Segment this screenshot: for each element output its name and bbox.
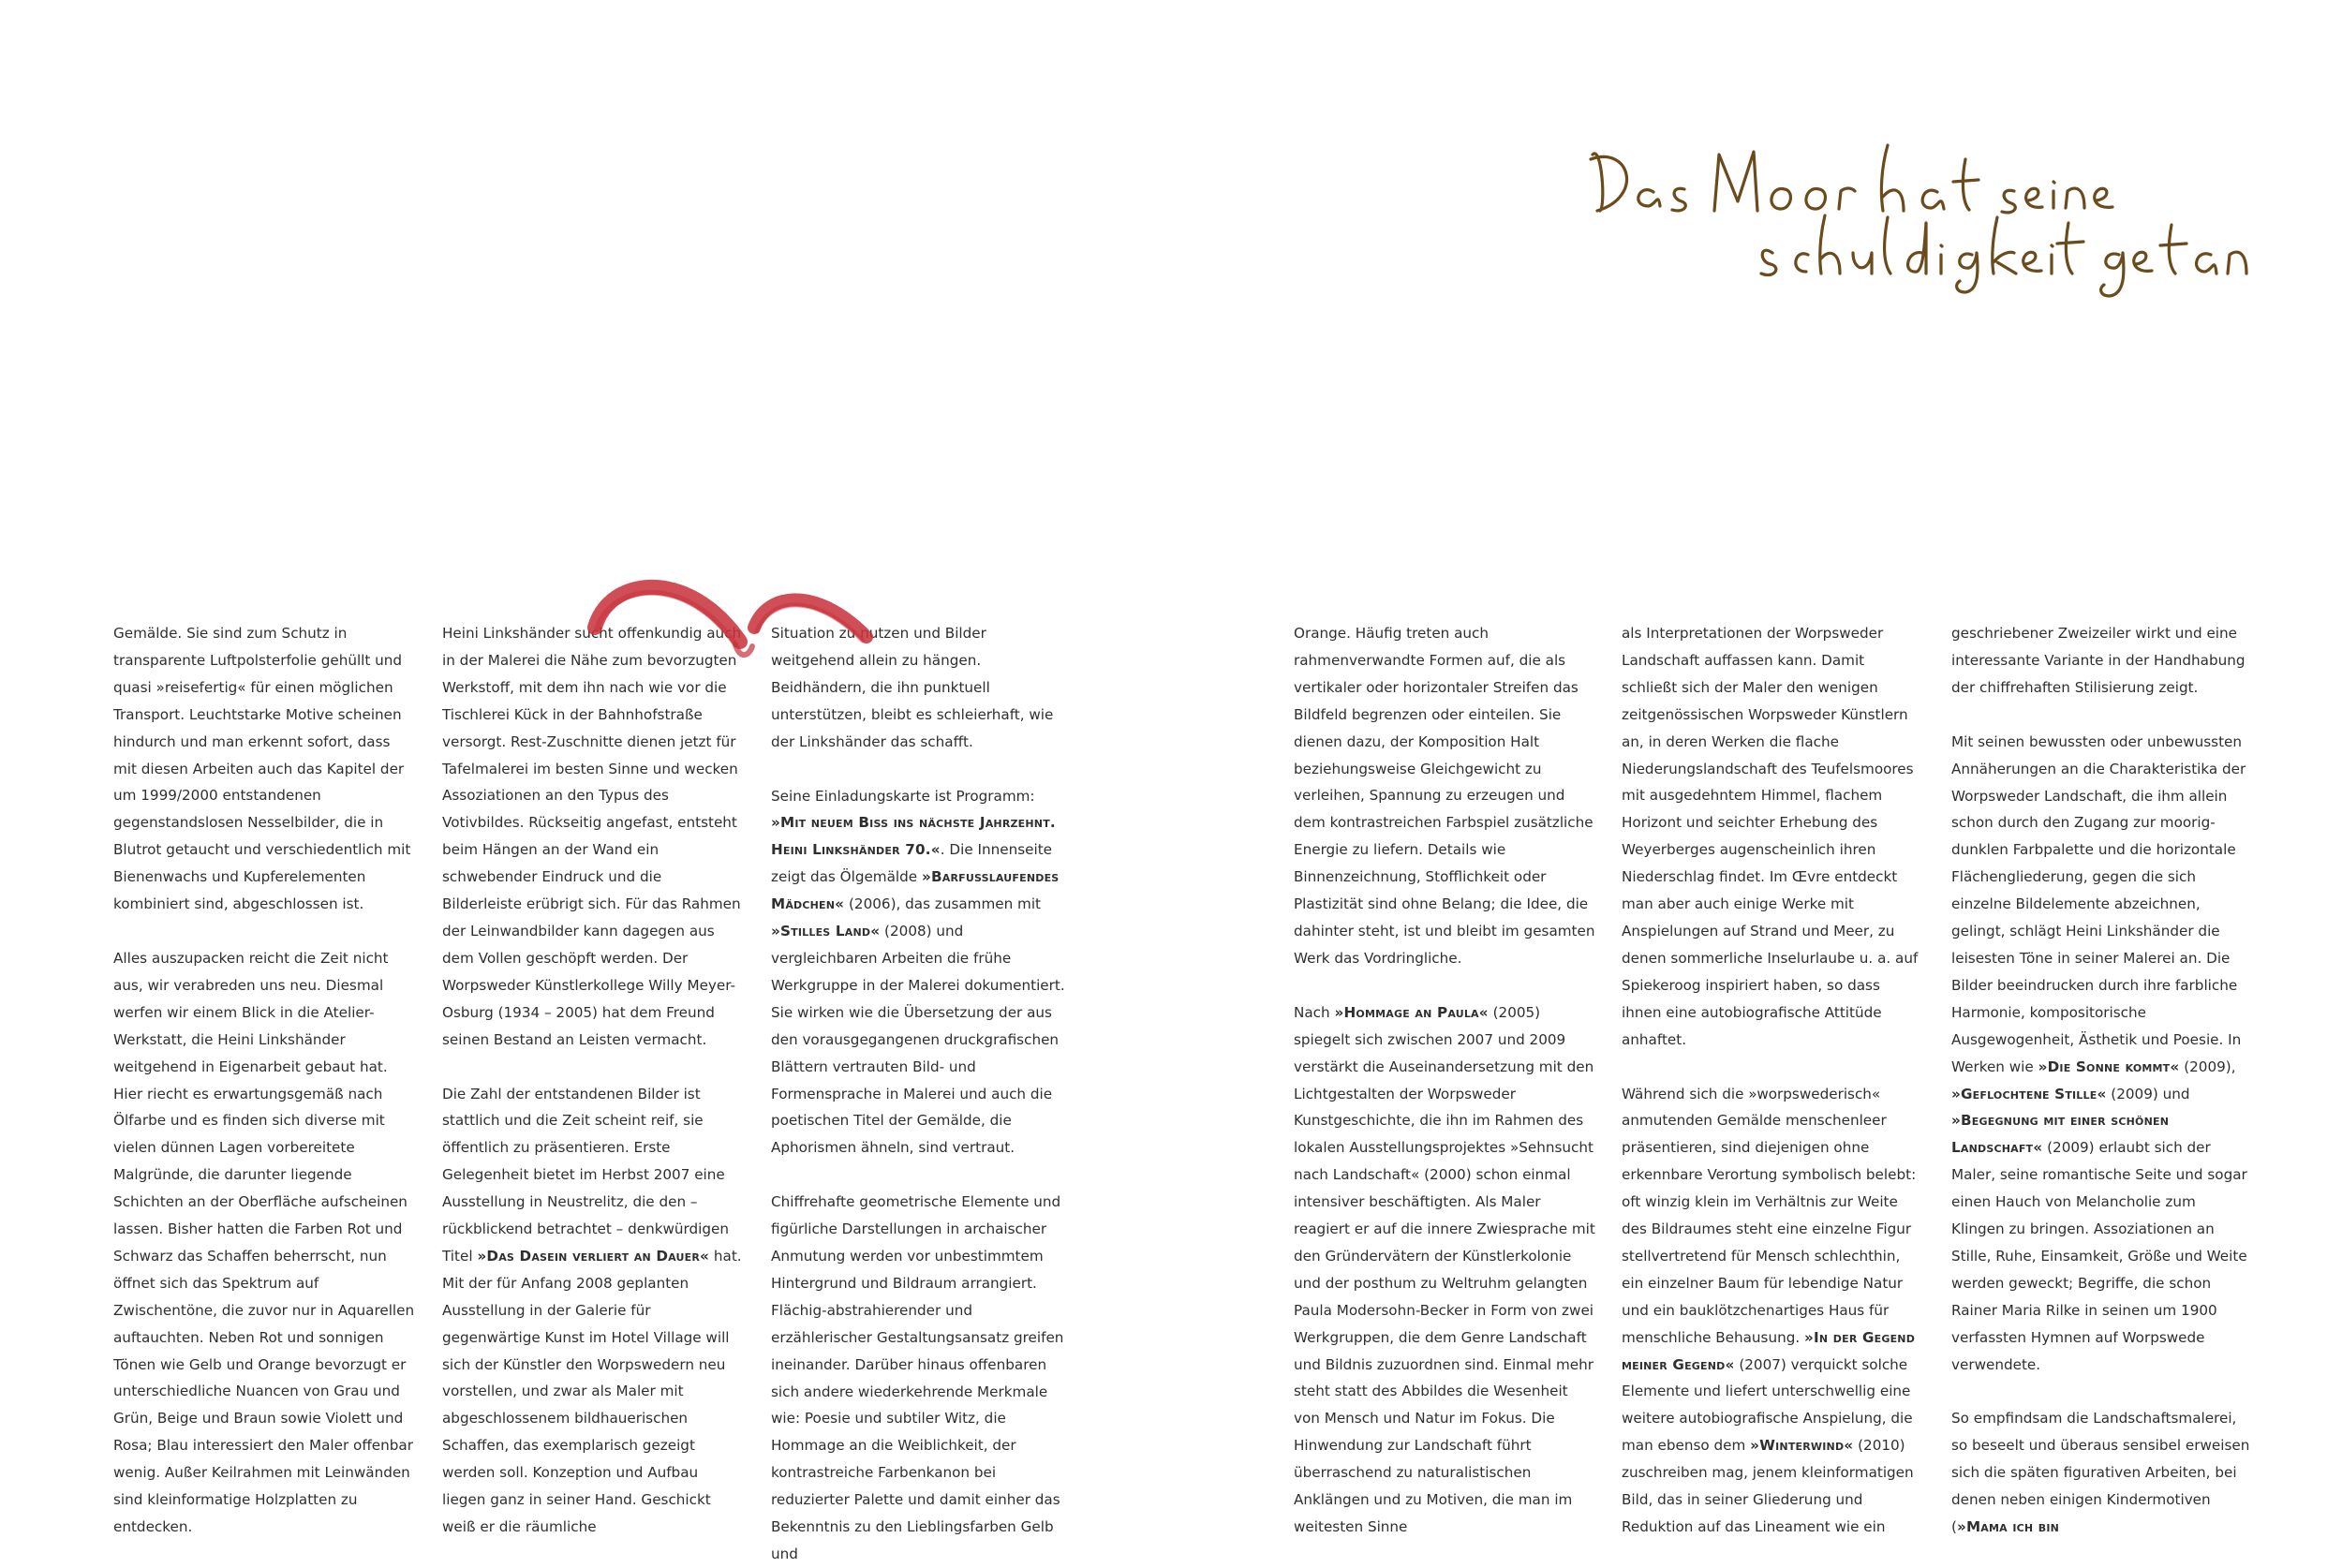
left-column-3 <box>771 620 1073 1568</box>
text-run: als Interpretationen der Worpsweder Landschaft auffassen kann. Damit schließt sich der Maler den wenigen zeitgenössischen Worpsweder Künstlern an, in deren Werken die flache Niederungslandschaft des Teufelsmoores mit ausgedehntem Himmel, flachem Horizont und seichter Erhebung des Weyerberges augenscheinlich ihren Niederschlag findet. Im Œvre entdeckt man aber auch einige Werke mit Anspielungen auf Strand und Meer, zu denen sommerliche Inselurlaube u. a. auf Spiekeroog inspiriert haben, so dass ihnen eine autobiografische Attitüde anhaftet. <box>1622 625 1919 1048</box>
paragraph <box>771 783 1073 1162</box>
text-run: (2007) verquickt solche Elemente und liefert unterschwellig eine weitere autobiografische Anspielung, die man ebenso dem <box>1622 1355 1913 1455</box>
left-column-2 <box>442 620 744 1541</box>
paragraph <box>1294 999 1595 1541</box>
text-run: geschriebener Zweizeiler wirkt und eine interessante Variante in der Handhabung der chiffrehaften Stilisierung zeigt. <box>1951 625 2246 696</box>
text-run: Situation zu nutzen und Bilder weitgehend allein zu hängen. Beidhändern, die ihn punktuell unterstützen, bleibt es schleierhaft, wie der Linkshänder das schafft. <box>771 625 1054 750</box>
text-run: hat. Mit der für Anfang 2008 geplanten Ausstellung in der Galerie für gegenwärtige Kunst im Hotel Village will sich der Künstler den Worpswedern neu vorstellen, und zwar als Maler mit abgeschlossenem bildhauerischen Schaffen, das exemplarisch gezeigt werden soll. Konzeption und Aufbau liegen ganz in seiner Hand. Geschickt weiß er die räumliche <box>442 1247 742 1535</box>
paragraph <box>113 620 415 918</box>
text-run: Die Zahl der entstandenen Bilder ist stattlich und die Zeit scheint reif, sie öffentlich zu präsentieren. Erste Gelegenheit bietet im Herbst 2007 eine Ausstellung in Neustrelitz, die den – rückblickend betrachtet – denkwürdigen Titel <box>442 1085 730 1265</box>
work-title: »Geflochtene Stille« <box>1951 1085 2107 1102</box>
paragraph <box>1951 1405 2253 1541</box>
paragraph <box>1622 620 1923 1054</box>
work-title: »Mit neuem Biss ins nächste Jahrzehnt. Heini Linkshänder 70.« <box>771 814 1056 859</box>
left-column-1 <box>113 620 415 1541</box>
text-run: (2008) und vergleichbaren Arbeiten die frühe Werkgruppe in der Malerei dokumentiert. Sie wirken wie die Übersetzung der aus den vorausgegangenen druckgrafischen Blättern vertrauten Bild- und Formensprache in Malerei und auch die poetischen Titel der Gemälde, die Aphorismen ähneln, sind vertraut. <box>771 923 1065 1157</box>
text-run: Mit seinen bewussten oder unbewussten Annäherungen an die Charakteristika der Worpsweder Landschaft, die ihm allein schon durch den Zugang zur moorig-dunklen Farbpalette und die horizontale Flächengliederung, gegen die sich einzelne Bildelemente abzeichnen, gelingt, schlägt Heini Linkshänder die leisesten Töne in seiner Malerei an. Die Bilder beeindrucken durch ihre farbliche Harmonie, kompositorische Ausgewogenheit, Ästhetik und Poesie. In Werken wie <box>1951 732 2246 1075</box>
text-run: (2009) erlaubt sich der Maler, seine romantische Seite und sogar einen Hauch von Melancholie zum Klingen zu bringen. Assoziationen an Stille, Ruhe, Einsamkeit, Größe und Weite werden geweckt; Begriffe, die schon Rainer Maria Rilke in seinen um 1900 verfassten Hymnen auf Worpswede verwendete. <box>1951 1139 2247 1373</box>
right-column-1 <box>1294 620 1595 1541</box>
text-run: Gemälde. Sie sind zum Schutz in transparente Luftpolsterfolie gehüllt und quasi »reisefertig« für einen möglichen Transport. Leuchtstarke Motive scheinen hindurch und man erkennt sofort, dass mit diesen Arbeiten auch das Kapitel der um 1999/2000 entstandenen gegenstandslosen Nesselbilder, die in Blutrot getaucht und verschiedentlich mit Bienenwachs und Kupferelementen kombiniert sind, abgeschlossen ist. <box>113 625 411 913</box>
work-title: »Hommage an Paula« <box>1334 1003 1489 1021</box>
work-title: »Begegnung mit einer schönen Landschaft« <box>1951 1112 2170 1157</box>
right-column-2 <box>1622 620 1923 1541</box>
text-run: . Die Innenseite zeigt das Ölgemälde <box>771 841 1052 886</box>
work-title: »Mama ich bin <box>1956 1518 2060 1536</box>
text-run: Heini Linkshänder sucht offenkundig auch in der Malerei die Nähe zum bevorzugten Werkstoff, mit dem ihn nach wie vor die Tischlerei Kück in der Bahnhofstraße versorgt. Rest-Zuschnitte dienen jetzt für Tafelmalerei im besten Sinne und wecken Assoziationen an den Typus des Votivbildes. Rückseitig angefast, entsteht beim Hängen an der Wand ein schwebender Eindruck und die Bilderleiste erübrigt sich. Für das Rahmen der Leinwandbilder kann dagegen aus dem Vollen geschöpft werden. Der Worpsweder Künstlerkollege Willy Meyer-Osburg (1934 – 2005) hat dem Freund seinen Bestand an Leisten vermacht. <box>442 625 742 1048</box>
paragraph <box>442 620 744 1054</box>
paragraph <box>1622 1081 1923 1541</box>
text-run: (2006), das zusammen mit <box>844 895 1042 913</box>
work-title: »Die Sonne kommt« <box>2038 1058 2180 1075</box>
handwritten-title <box>1574 112 2258 300</box>
text-run: Während sich die »worpswederisch« anmutenden Gemälde menschenleer präsentieren, sind diejenigen ohne erkennbare Verortung symbolisch belebt: oft winzig klein im Verhältnis zur Weite des Bildraumes steht eine einzelne Figur stellvertretend für Mensch schlechthin, ein einzelner Baum für lebendige Natur und ein bauklötzchenartiges Haus für menschliche Behausung. <box>1622 1085 1917 1346</box>
paragraph <box>442 1081 744 1541</box>
red-stamp-arcs <box>586 571 904 674</box>
left-page <box>0 0 1171 1562</box>
text-run: Chiffrehafte geometrische Elemente und figürliche Darstellungen in archaischer Anmutung werden vor unbestimmtem Hintergrund und Bildraum arrangiert. Flächig-abstrahierender und erzählerischer Gestaltungsansatz greifen ineinander. Darüber hinaus offenbaren sich andere wiederkehrende Merkmale wie: Poesie und subtiler Witz, die Hommage an die Weiblichkeit, der kontrastreiche Farbenkanon bei reduzierter Palette und damit einher das Bekenntnis zu den Lieblingsfarben Gelb und <box>771 1193 1064 1562</box>
text-run: So empfindsam die Landschaftsmalerei, so beseelt und überaus sensibel erweisen sich die späten figurativen Arbeiten, bei denen neben einigen Kindermotiven ( <box>1951 1410 2250 1536</box>
paragraph <box>1294 620 1595 972</box>
work-title: »Stilles Land« <box>771 923 881 940</box>
text-run: (2005) spiegelt sich zwischen 2007 und 2009 verstärkt die Auseinandersetzung mit den Lichtgestalten der Worpsweder Kunstgeschichte, die ihn im Rahmen des lokalen Ausstellungsprojektes »Sehnsucht nach Landschaft« (2000) schon einmal intensiver beschäftigten. Als Maler reagiert er auf die innere Zwiesprache mit den Gründervätern der Künstlerkolonie und der posthum zu Weltruhm gelangten Paula Modersohn-Becker in Form von zwei Werkgruppen, die dem Genre Landschaft und Bildnis zuzuordnen sind. Einmal mehr steht statt des Abbildes die Wesenheit von Mensch und Natur im Fokus. Die Hinwendung zur Landschaft führt überraschend zu naturalistischen Anklängen und zu Motiven, die man im weitesten Sinne <box>1294 1003 1595 1535</box>
text-run: (2009), <box>2179 1058 2236 1075</box>
text-run: (2010) zuschreiben mag, jenem kleinformatigen Bild, das in seiner Gliederung und Reduktion auf das Lineament wie ein <box>1622 1437 1914 1535</box>
text-run: Orange. Häufig treten auch rahmenverwandte Formen auf, die als vertikaler oder horizontaler Streifen das Bildfeld begrenzen oder einteilen. Sie dienen dazu, der Komposition Halt beziehungsweise Gleichgewicht zu verleihen, Spannung zu erzeugen und dem kontrastreichen Farbspiel zusätzliche Energie zu liefern. Details wie Binnenzeichnung, Stofflichkeit oder Plastizität sind ohne Belang; die Idee, die dahinter steht, ist und bleibt im gesamten Werk das Vordringliche. <box>1294 625 1595 967</box>
paragraph <box>113 945 415 1541</box>
paragraph <box>1951 729 2253 1379</box>
right-column-3 <box>1951 620 2253 1541</box>
paragraph <box>1951 620 2253 702</box>
work-title: »Winterwind« <box>1750 1437 1854 1455</box>
text-run: (2009) und <box>2106 1085 2190 1102</box>
text-run: Alles auszupacken reicht die Zeit nicht aus, wir verabreden uns neu. Diesmal werfen wir einem Blick in die Atelier-Werkstatt, die Heini Linkshänder weitgehend in Eigenarbeit gebaut hat. Hier riecht es erwartungsgemäß nach Ölfarbe und es finden sich diverse mit vielen dünnen Lagen vorbereitete Malgründe, die darunter liegende Schichten an der Oberfläche aufscheinen lassen. Bisher hatten die Farben Rot und Schwarz das Schaffen beherrscht, nun öffnet sich das Spektrum auf Zwischentöne, die zuvor nur in Aquarellen auftauchten. Neben Rot und sonnigen Tönen wie Gelb und Orange bevorzugt er unterschiedliche Nuancen von Grau und Grün, Beige und Braun sowie Violett und Rosa; Blau interessiert den Maler offenbar wenig. Außer Keilrahmen mit Leinwänden sind kleinformatige Holzplatten zu entdecken. <box>113 949 415 1535</box>
work-title: »Barfusslaufendes Mädchen« <box>771 868 1060 913</box>
text-run: Seine Einladungskarte ist Programm: <box>771 787 1035 805</box>
text-run: Nach <box>1294 1003 1335 1021</box>
work-title: »In der Gegend meiner Gegend« <box>1622 1328 1916 1373</box>
work-title: »Das Dasein verliert an Dauer« <box>477 1247 710 1265</box>
paragraph <box>771 1189 1073 1568</box>
